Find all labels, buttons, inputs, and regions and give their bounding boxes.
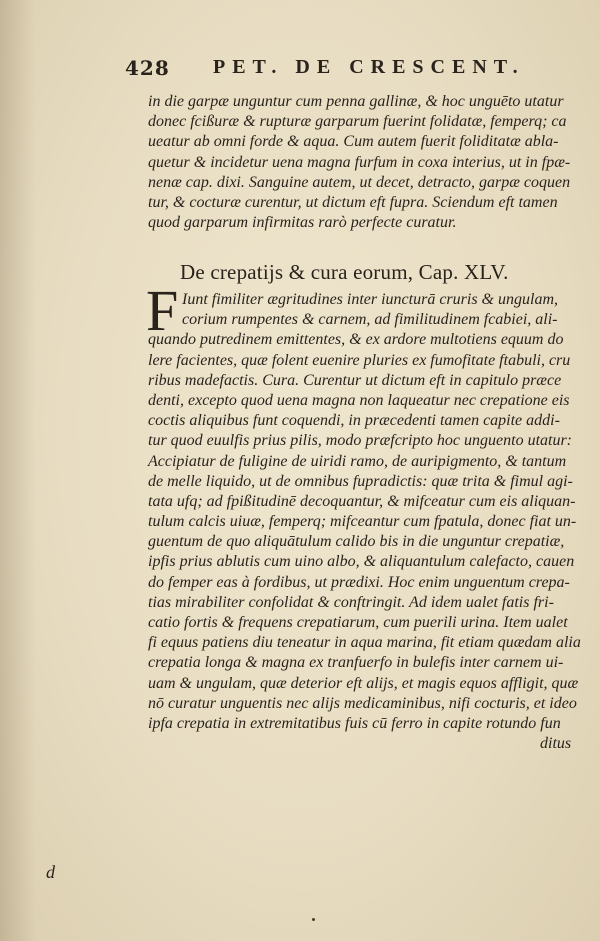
drop-cap: F — [146, 278, 179, 343]
text-line: quod garparum infirmitas rarò perfecte curatur. — [148, 214, 457, 232]
text-line: nenæ cap. dixi. Sanguine autem, ut decet, detracto, garpæ coquen — [148, 173, 571, 191]
text-line: de melle liquido, ut de omnibus fupradictis: quæ trita & fimul agi- — [148, 472, 573, 490]
text-line: crepatia longa & magna ex tranfuerfo in bulefis inter carnem ui- — [148, 654, 564, 672]
text-line: Iunt fimiliter ægritudines inter iuncturā cruris & ungulam, — [182, 291, 558, 308]
signature-mark: d — [46, 862, 55, 882]
text-line: ipfis prius ablutis cum uino albo, & aliquantulum calefacto, cauen — [148, 553, 575, 571]
text-line: tur quod euulfis prius pilis, modo præfcripto hoc unguento utatur: — [148, 432, 573, 450]
text-line: guentum de quo aliquātulum calido bis in die unguntur crepatiæ, — [148, 533, 565, 551]
page-number: 428 — [125, 56, 170, 80]
text-line: quando putredinem emittentes, & ex ardore multotiens equum do — [148, 331, 564, 349]
text-line: do femper eas à fordibus, ut prædixi. Hoc enim unguentum crepa- — [148, 573, 570, 591]
catchword: ditus — [540, 735, 572, 753]
text-line: tulum calcis uiuæ, femperq; mifceantur cum fpatula, donec fiat un- — [148, 513, 577, 531]
page-header — [125, 56, 545, 86]
text-line: denti, excepto quod uena magna non laqueatur nec crepatione eis — [148, 391, 570, 409]
text-line: corium rumpentes & carnem, ad fimilitudinem fcabiei, ali- — [182, 311, 558, 329]
text-line: in die garpæ unguntur cum penna gallinæ, & hoc unguēto utatur — [148, 93, 564, 110]
text-line: nō curatur unguentis nec alijs medicaminibus, nifi cocturis, et ideo — [148, 694, 577, 712]
top-paragraph — [148, 92, 571, 233]
text-line: quetur & incidetur uena magna furfum in coxa interius, ut in fpæ- — [148, 153, 571, 171]
text-line: Accipiatur de fuligine de uiridi ramo, de auripigmento, & tantum — [148, 452, 567, 470]
text-line: ueatur ab omni forde & aqua. Cum autem fuerit foliditatæ abla- — [148, 133, 559, 151]
text-line: donec fcißuræ & rupturæ garparum fuerint folidatæ, femperq; ca — [148, 113, 567, 131]
text-line: lere facientes, quæ folent euenire pluries ex fumofitate ftabuli, cru — [148, 351, 571, 369]
text-line: tias mirabiliter confolidat & conftringit. Ad idem ualet fatis fri- — [148, 593, 554, 611]
chapter-text — [148, 290, 581, 754]
text-line: fi equus patiens diu teneatur in aqua marina, fit etiam quædam alia — [148, 634, 581, 652]
text-line: coctis aliquibus funt coquendi, in præcedenti tamen capite addi- — [148, 412, 560, 430]
text-line: tata ufq; ad fpißitudinē decoquantur, & mifceatur cum eis aliquan- — [148, 492, 576, 510]
text-line: uam & ungulam, quæ deterior eft alijs, et magis equos affligit, quæ — [148, 674, 579, 692]
text-line: catio fortis & frequens crepatiarum, cum puerili urina. Item ualet — [148, 614, 568, 631]
running-head: PET. DE CRESCENT. — [213, 56, 525, 78]
text-line: tur, & cocturæ curentur, ut dictum eft fupra. Sciendum eft tamen — [148, 193, 558, 211]
chapter-heading: De crepatijs & cura eorum, Cap. XLV. — [180, 260, 509, 284]
text-line: ipfa crepatia in extremitatibus fuis cū ferro in capite rotundo fun — [148, 714, 561, 732]
text-line: ribus madefactis. Cura. Curentur ut dictum eft in capitulo præce — [148, 371, 562, 389]
ink-speck — [312, 918, 315, 921]
